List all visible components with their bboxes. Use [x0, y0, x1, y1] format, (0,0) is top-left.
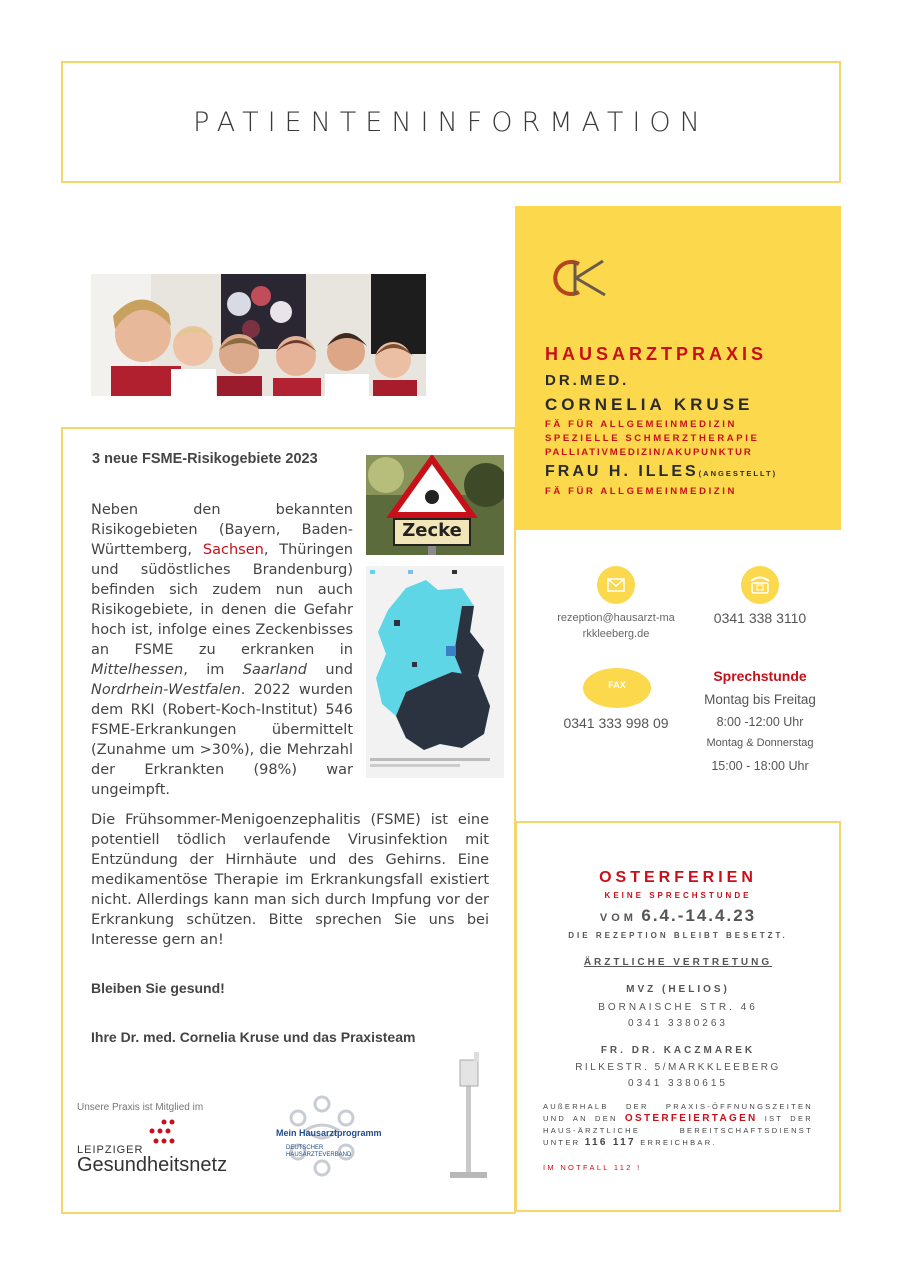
doctor-name: CORNELIA KRUSE	[545, 395, 754, 414]
closing-signature: Ihre Dr. med. Cornelia Kruse und das Praxisteam	[91, 1029, 416, 1045]
qualification-2: SPEZIELLE SCHMERZTHERAPIE	[545, 433, 760, 444]
article-paragraph-1	[91, 500, 353, 800]
second-doctor-note: (ANGESTELLT)	[698, 469, 778, 478]
article-heading: 3 neue FSME-Risikogebiete 2023	[92, 451, 318, 467]
note-number: 116 117	[584, 1137, 636, 1148]
p1-italic-2: Saarland	[242, 662, 308, 678]
vom-label: VOM	[599, 912, 637, 924]
substitute-phone: 0341 3380615	[628, 1078, 728, 1089]
holiday-subtitle: KEINE SPRECHSTUNDE	[604, 891, 752, 900]
network-logo-dots	[146, 1118, 176, 1153]
p1-italic-3: Nordrhein-Westfalen	[91, 682, 241, 698]
practice-logo	[545, 258, 611, 303]
page-title: PATIENTENINFORMATION	[193, 107, 709, 138]
fax-badge	[583, 668, 651, 708]
holiday-dates: 6.4.-14.4.23	[641, 906, 757, 925]
member-text: Unsere Praxis ist Mitglied im	[77, 1102, 204, 1113]
p1-text-highlight: Sachsen	[202, 542, 264, 558]
contact-section	[515, 530, 841, 821]
hours-line-4: 15:00 - 18:00 Uhr	[711, 759, 809, 773]
emergency-note	[543, 1101, 813, 1149]
mvz-address: BORNAISCHE STR. 46	[598, 1002, 758, 1013]
program-org: DEUTSCHER HAUSÄRZTEVERBAND	[286, 1145, 352, 1158]
note-text-1: AUßERHALB DER PRAXIS-ÖFFNUNGSZEITEN UND AN DEN	[543, 1102, 813, 1123]
title-box	[61, 61, 841, 183]
hours-line-2: 8:00 -12:00 Uhr	[716, 715, 804, 729]
p1-text-a: Neben den bekannten Risikogebieten (Bayern, Baden-Württemberg,	[91, 502, 353, 558]
team-photo	[91, 274, 426, 396]
hours-title: Sprechstunde	[713, 668, 807, 684]
substitute-doctor: FR. DR. KACZMAREK	[600, 1045, 756, 1056]
mvz-phone: 0341 3380263	[628, 1018, 728, 1029]
doctor-prefix: DR.MED.	[545, 372, 630, 389]
network-name-1: LEIPZIGER	[77, 1144, 144, 1156]
second-doctor: FRAU H. ILLES	[545, 463, 699, 480]
hours-line-1: Montag bis Freitag	[704, 692, 816, 707]
holiday-box	[515, 821, 841, 1212]
holiday-title: OSTERFERIEN	[599, 869, 757, 886]
closing-greeting: Bleiben Sie gesund!	[91, 980, 225, 996]
note-text-3: ERREICHBAR.	[635, 1138, 717, 1147]
substitution-title: ÄRZTLICHE VERTRETUNG	[583, 957, 773, 968]
fax-number: 0341 333 998 09	[563, 715, 669, 731]
second-doctor-line	[545, 463, 777, 481]
email-address[interactable]: rezeption@hausarzt-markkleeberg.de	[557, 612, 675, 640]
note-holidays: OSTERFEIERTAGEN	[624, 1113, 758, 1124]
emergency-number: IM NOTFALL 112 !	[543, 1163, 642, 1172]
practice-header	[515, 206, 841, 530]
disinfectant-dispenser	[446, 1050, 491, 1185]
note-text-2: IST DER HAUS-ÄRZTLICHE BEREITSCHAFTSDIENST UNTER	[543, 1114, 813, 1147]
substitute-address: RILKESTR. 5/MARKKLEEBERG	[575, 1062, 781, 1073]
second-qualification: FÄ FÜR ALLGEMEINMEDIZIN	[545, 486, 737, 497]
germany-risk-map	[366, 566, 504, 778]
phone-number[interactable]: 0341 338 3110	[713, 610, 807, 626]
tick-sign-photo	[366, 455, 504, 555]
hours-line-3: Montag & Donnerstag	[706, 737, 814, 749]
mail-icon	[597, 566, 635, 604]
practice-name: HAUSARZTPRAXIS	[545, 344, 768, 364]
program-name: Mein Hausarztprogramm	[276, 1128, 382, 1138]
p1-italic-1: Mittelhessen	[91, 662, 184, 678]
qualification-1: FÄ FÜR ALLGEMEINMEDIZIN	[545, 419, 737, 430]
p1-text-e: . 2022 wurden dem RKI (Robert-Koch-Institut) 546 FSME-Erkrankungen übermittelt (Zunahme um >30%), die Mehrzahl der Erkrankten (98%) war ungeimpft.	[91, 682, 353, 798]
holiday-dates-line	[517, 906, 839, 926]
article-paragraph-2: Die Frühsommer-Menigoenzephalitis (FSME) ist eine potentiell tödlich verlaufende Virusinfektion mit Entzündung der Hirnhäute und des Gehirns. Eine medikamentöse Therapie im Erkrankungsfall existiert nicht. Allerdings kann man sich durch Impfung vor der Erkrankung schützen. Bitte sprechen Sie uns bei Interesse gern an!	[91, 812, 489, 948]
p1-text-d: und	[307, 662, 353, 678]
phone-icon	[741, 566, 779, 604]
network-name-2: Gesundheitsnetz	[77, 1154, 228, 1176]
fax-label: FAX	[608, 680, 626, 690]
p1-text-c: , im	[183, 662, 243, 678]
sign-text: Zecke	[402, 520, 462, 541]
reception-note: DIE REZEPTION BLEIBT BESETZT.	[568, 931, 788, 940]
qualification-3: PALLIATIVMEDIZIN/AKUPUNKTUR	[545, 447, 753, 458]
mvz-name: MVZ (HELIOS)	[626, 984, 730, 995]
p1-text-b: , Thüringen und südöstliches Brandenburg) befinden sich zudem nun auch Risikogebiete, in denen die Gefahr hoch ist, infolge eines Zeckenbisses an FSME zu erkranken in	[91, 542, 353, 658]
